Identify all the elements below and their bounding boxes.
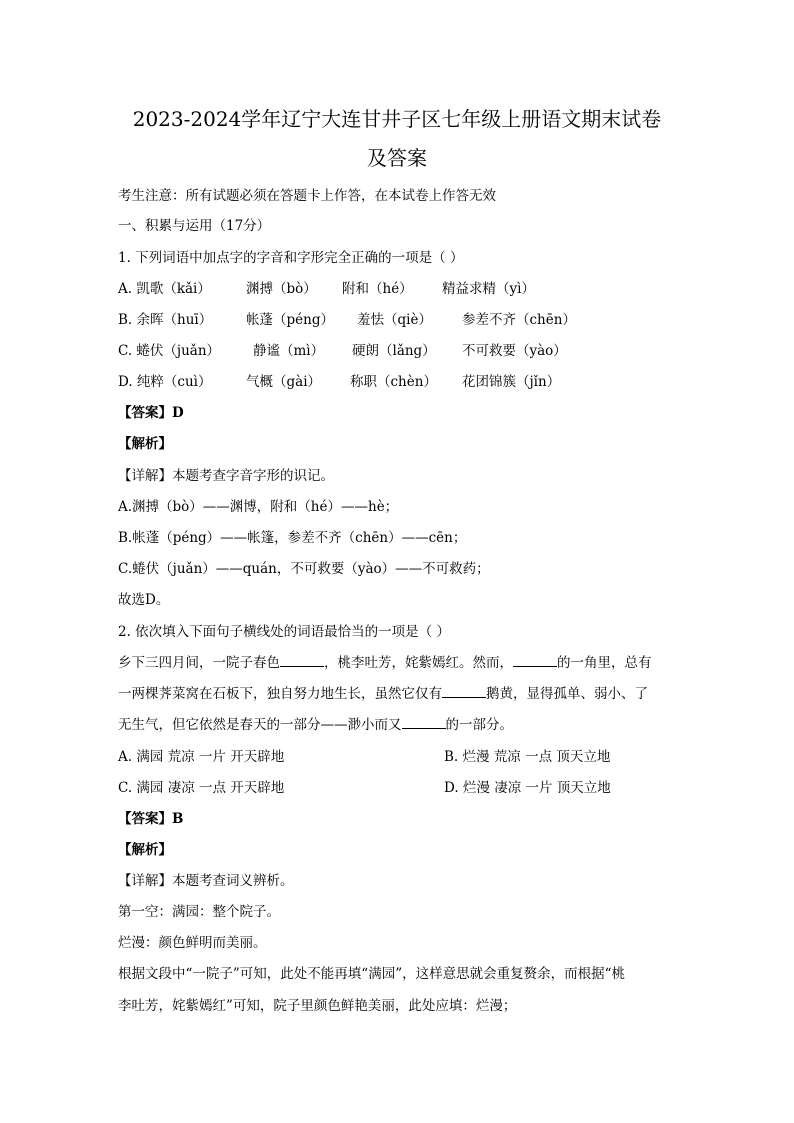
q1-answer: 【答案】D [118,405,184,421]
section-heading: 一、积累与运用（17分） [118,218,271,234]
q1-option-item: 称职（chèn） [350,374,437,390]
q1-line: C.蜷伏（juǎn）——quán，不可救要（yào）——不可救药； [118,561,490,577]
q1-option-item: A. 凯歌（kǎi） [118,281,211,297]
q2-line: 根据文段中“一院子”可知，此处不能再填“满园”，这样意思就会重复赘余，而根据“桃 [118,966,626,982]
q2-line: 第一空：满园：整个院子。 [118,904,280,920]
q1-option-item: 静谧（mì） [253,343,325,359]
q2-line: 李吐芳，姹紫嫣红”可知，院子里颜色鲜艳美丽，此处应填：烂漫； [118,998,517,1014]
q2-passage-line [118,685,648,703]
q2-option: B. 烂漫 荒凉 一点 顶天立地 [444,749,611,765]
notice: 考生注意：所有试题必须在答题卡上作答，在本试卷上作答无效 [118,188,496,204]
q2-passage-line [118,716,513,734]
q1-stem: 1. 下列词语中加点字的字音和字形完全正确的一项是（ ） [118,250,464,266]
q2-answer: 【答案】B [118,811,184,827]
blank-2 [513,654,557,667]
text: 无生气，但它依然是春天的一部分——渺小而又 [118,717,402,733]
q2-option: C. 满园 凄凉 一点 开天辟地 [118,780,285,796]
q1-option-item: C. 蜷伏（juǎn） [118,343,221,359]
q1-option-item: 渊搏（bò） [246,281,317,297]
q2-detail: 【详解】本题考查词义辨析。 [118,873,294,889]
blank-1 [280,654,324,667]
blank-4 [402,716,446,729]
q1-detail: 【详解】本题考查字音字形的识记。 [118,468,334,484]
q2-line: 烂漫：颜色鲜明而美丽。 [118,935,267,951]
text: 鹅黄，显得孤单、弱小、了 [486,686,648,702]
title: 2023-2024学年辽宁大连甘井子区七年级上册语文期末试卷 [132,107,662,131]
q1-option-item: 不可救要（yào） [462,343,567,359]
q1-line: A.渊搏（bò）——渊博，附和（hé）——hè； [118,499,399,515]
q1-line: B.帐蓬（péng）——帐篷，参差不齐（chēn）——cēn； [118,530,467,546]
q1-option-item: 气概（gài） [246,374,322,390]
text: 一两棵荠菜窝在石板下，独自努力地生长，虽然它仅有 [118,686,442,702]
q2-option: D. 烂漫 凄凉 一片 顶天立地 [444,780,611,796]
q2-analysis: 【解析】 [118,842,172,858]
q1-option-item: 精益求精（yì） [442,281,535,297]
text: 乡下三四月间，一院子春色 [118,655,280,671]
q1-option-item: 硬朗（lǎng） [352,343,436,359]
text: ，桃李吐芳，姹紫嫣红。然而， [324,655,513,671]
text: 的一角里，总有 [557,655,652,671]
q2-passage-line [118,654,652,672]
text: 的一部分。 [445,717,513,733]
q1-analysis: 【解析】 [118,436,172,452]
q1-option-item: 附和（hé） [342,281,413,297]
blank-3 [442,685,486,698]
q1-option-item: B. 余晖（huī） [118,312,213,328]
q1-option-item: 花团锦簇（jǐn） [462,374,561,390]
q1-line: 故选D。 [118,592,170,608]
q2-stem: 2. 依次填入下面句子横线处的词语最恰当的一项是（ ） [118,624,450,640]
q1-option-item: D. 纯粹（cuì） [118,374,212,390]
q2-option: A. 满园 荒凉 一片 开天辟地 [118,749,285,765]
title-continued: 及答案 [367,146,427,170]
q1-option-item: 羞怯（qiè） [357,312,432,328]
q1-option-item: 参差不齐（chēn） [462,312,576,328]
q1-option-item: 帐蓬（péng） [246,312,334,328]
